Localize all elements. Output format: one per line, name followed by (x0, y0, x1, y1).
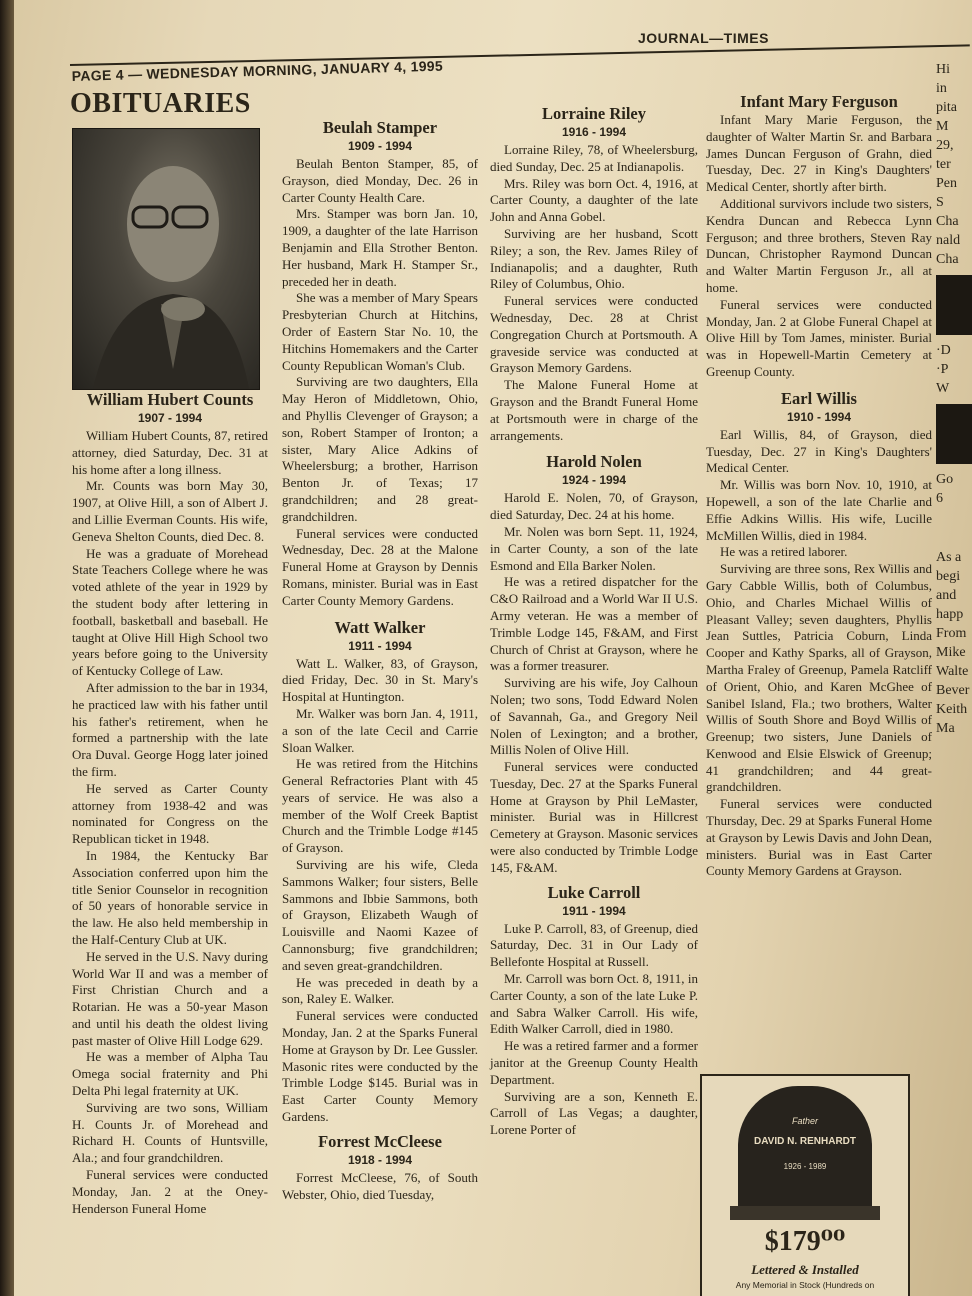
obituary-earl-willis (706, 389, 932, 881)
ad-headline: Lettered & Installed (751, 1262, 859, 1277)
strip-text: 6 (936, 491, 943, 506)
obituary-years: 1916 - 1994 (561, 125, 627, 139)
section-title: OBITUARIES (70, 88, 251, 119)
memorial-advertisement (700, 1074, 910, 1296)
strip-text: Cha (936, 252, 959, 267)
obituary-paragraph: Surviving are two sons, William H. Counts Jr. of Morehead and Richard H. Counts of Huntsville, Ala.; and four grandchildren. (72, 1099, 268, 1166)
strip-text: Go (936, 472, 954, 487)
obituary-william-hubert-counts (72, 390, 268, 1217)
strip-text: Walte (936, 664, 969, 679)
strip-text: ·P (936, 362, 949, 377)
obituary-paragraph: Watt L. Walker, 83, of Grayson, died Friday, Dec. 30 in St. Mary's Hospital at Huntington. (282, 655, 478, 705)
obituary-name: Forrest McCleese (318, 1131, 442, 1151)
obituary-paragraph: He was a retired laborer. (720, 544, 848, 560)
obituary-paragraph: He was retired from the Hitchins General Refractories Plant with 45 years of service. He was also a member of the Wolf Creek Baptist Church and the Trimble Lodge #145 of Grayson. (282, 756, 478, 856)
obituary-paragraph: She was a member of Mary Spears Presbyterian Church at Hitchins, Order of Eastern Star No. 10, the Hitchins Homemakers and the Carter County Republican Woman's Club. (282, 290, 478, 373)
obituary-years: 1910 - 1994 (786, 409, 852, 424)
obituary-paragraph: Funeral services were conducted Wednesday, Dec. 28 at the Malone Funeral Home at Grayson by Dennis Romans, minister. Burial was in East Carter County Memory Gardens. (282, 525, 478, 608)
obituary-paragraph: Surviving are his wife, Joy Calhoun Nolen; two sons, Todd Edward Nolen of Savannah, Ga., and Gregory Neil Nolen of Lexington; and a brother, Millis Nolen of Olive Hill. (490, 675, 698, 758)
obituary-paragraph: The Malone Funeral Home at Grayson and the Brandt Funeral Home at Portsmouth were in charge of the arrangements. (490, 377, 698, 443)
obituary-paragraph: Funeral services were conducted Monday, Jan. 2 at the Sparks Funeral Home at Grayson by Dr. Lee Gussler. Masonic rites were conducted by the Trimble Lodge $145. Burial was in East Carter County Memory Gardens. (282, 1008, 478, 1125)
obituary-paragraph: In 1984, the Kentucky Bar Association conferred upon him the title Senior Counselor in recognition of 50 years of honorable service in the law. He also held membership in the Half-Century Club at UK. (72, 847, 268, 947)
obituary-paragraph: Harold E. Nolen, 70, of Grayson, died Saturday, Dec. 24 at his home. (490, 490, 698, 523)
strip-text: From (936, 626, 967, 641)
obituary-paragraph: William Hubert Counts, 87, retired attorney, died Saturday, Dec. 31 at his home after a long illness. (72, 428, 268, 477)
strip-text: pita (936, 100, 957, 115)
strip-text: Hi (936, 62, 950, 77)
column-1 (72, 390, 268, 1217)
strip-text: Mike (936, 645, 966, 660)
obituary-beulah-stamper (282, 118, 478, 610)
obituary-name: William Hubert Counts (86, 390, 254, 409)
column-3 (490, 104, 698, 1139)
obituary-paragraph: Funeral services were conducted Wednesday, Dec. 28 at Christ Congregation Church at Portsmouth. A graveside service was conducted at Grayson Memory Gardens. (490, 293, 698, 376)
strip-text: Bever (936, 683, 970, 698)
obituary-paragraph: Lorraine Riley, 78, of Wheelersburg, died Sunday, Dec. 25 at Indianapolis. (490, 142, 698, 174)
strip-text: Ma (936, 721, 955, 736)
strip-dark-block (936, 404, 972, 464)
strip-text: 29, (936, 138, 954, 153)
obituary-name: Beulah Stamper (322, 118, 438, 137)
adjacent-page-strip (936, 60, 972, 1296)
obituary-paragraph: He was a member of Alpha Tau Omega social fraternity and Phi Delta Phi legal fraternity at UK. (72, 1049, 268, 1099)
obituary-name: Watt Walker (334, 617, 426, 637)
obituary-years: 1924 - 1994 (561, 473, 627, 488)
headstone-base (730, 1206, 880, 1220)
obituary-infant-mary-ferguson (706, 92, 932, 381)
page-header (72, 30, 962, 86)
strip-text: begi (936, 569, 961, 584)
obituary-paragraph: Surviving are her husband, Scott Riley; a son, the Rev. James Riley of Indianapolis; and a daughter, Ruth Riley of Columbus, Ohio. (490, 225, 698, 292)
obituary-paragraph: Surviving are his wife, Cleda Sammons Walker; four sisters, Belle Sammons and Ibbie Sammons, both of Grayson, Elizabeth Waugh of Louisville and Naomi Kazee of Cannonsburg; five grandchildren; and seven great-grandchildren. (282, 857, 478, 973)
obituary-forrest-mccleese (282, 1132, 478, 1204)
strip-text: Keith (936, 702, 968, 717)
obituary-years: 1911 - 1994 (348, 638, 412, 653)
obituary-years: 1909 - 1994 (347, 139, 413, 153)
page-date-line: PAGE 4 — WEDNESDAY MORNING, JANUARY 4, 1995 (71, 57, 444, 84)
obituary-paragraph: Funeral services were conducted Monday, Jan. 2 at the Oney-Henderson Funeral Home (72, 1167, 268, 1216)
strip-text: W (936, 381, 950, 396)
obituary-paragraph: Luke P. Carroll, 83, of Greenup, died Saturday, Dec. 31 in Our Lady of Bellefonte Hospital at Russell. (490, 920, 698, 970)
obituary-name: Infant Mary Ferguson (740, 92, 898, 111)
column-4 (706, 92, 932, 880)
obituary-paragraph: Funeral services were conducted Monday, Jan. 2 at Globe Funeral Chapel at Olive Hill by Tom James, minister. Burial was in Hopewell-Martin Cemetery at Greenup County. (706, 296, 932, 379)
strip-dark-block (936, 275, 972, 335)
portrait-photo (72, 128, 260, 390)
obituary-paragraph: He served in the U.S. Navy during World War II and was a member of First Christian Church and a Rotarian. He was a 50-year Mason and until his death the oldest living past master of Olive Hill Lodge 629. (72, 948, 268, 1048)
obituary-paragraph: He was a retired dispatcher for the C&O Railroad and a World War II U.S. Army veteran. He was a member of Trimble Lodge 145, F&AM, and First Church of Christ at Grayson, where he was a former treasurer. (490, 574, 698, 674)
headstone-top-text: Father (791, 1116, 818, 1126)
strip-text: nald (936, 233, 961, 248)
obituary-paragraph: Surviving are three sons, Rex Willis and Gary Cabble Willis, both of Columbus, Ohio, and Charles Michael Willis of Pleasant Valley; seven daughters, Phyllis Jean Suttles, Patricia Coburn, Linda Cooper and Kathy Sparks, all of Grayson, Martha Fraley of Greenup, Pamela Ratcliff of Orient, Ohio, and Karen McGhee of Sanibel Island, Fla.; two brothers, Walter Willis of South Shore and Boyd Willis of Greenup; two sisters, June Daniels of Kenwood and Elsie Elswick of Greenup; 41 grandchildren; and 44 great-grandchildren. (706, 561, 932, 795)
strip-text: happ (936, 607, 964, 622)
strip-text: and (936, 588, 957, 603)
obituary-years: 1911 - 1994 (562, 903, 626, 918)
obituary-paragraph: Mr. Willis was born Nov. 10, 1910, at Hopewell, a son of the late Charlie and Effie Adkins Willis. His wife, Lucille McMillen Willis, died in 1984. (706, 477, 932, 543)
obituary-harold-nolen (490, 452, 698, 876)
strip-text: M (936, 119, 949, 134)
obituary-name: Luke Carroll (547, 882, 641, 902)
headstone-image (738, 1086, 872, 1206)
paper-name: JOURNAL—TIMES (638, 30, 769, 46)
obituary-paragraph: Infant Mary Marie Ferguson, the daughter of Walter Martin Sr. and Barbara James Duncan Ferguson of Grahn, died Tuesday, Dec. 27 in King's Daughters' Medical Center, shortly after birth. (706, 112, 932, 195)
headstone-years: 1926 - 1989 (783, 1162, 827, 1171)
obituary-paragraph: Surviving are two daughters, Ella May Heron of Middletown, Ohio, and Phyllis Clevenger of Grayson; a son, Robert Stamper of Ironton; a sister, Mary Alice Adkins of Wheelersburg; a brother, Harrison Benton Jr. of Texas; 17 grandchildren; and 28 great-grandchildren. (282, 374, 478, 524)
obituary-paragraph: Surviving are a son, Kenneth E. Carroll of Las Vegas; a daughter, Lorene Porter of (490, 1088, 698, 1138)
obituary-lorraine-riley (490, 104, 698, 444)
ad-subtext: Any Memorial in Stock (Hundreds on (735, 1280, 875, 1290)
headstone-name: DAVID N. RENHARDT (753, 1136, 857, 1147)
strip-text: As a (936, 550, 962, 565)
obituary-paragraph: Mr. Counts was born May 30, 1907, at Olive Hill, a son of Albert J. and Lillie Everman Counts. His wife, Geneva Shelton Counts, died Dec. 8. (72, 478, 268, 544)
obituary-watt-walker (282, 618, 478, 1126)
portrait-silhouette-icon (73, 129, 259, 389)
obituary-paragraph: Funeral services were conducted Thursday, Dec. 29 at Sparks Funeral Home at Grayson by Lewis Davis and John Dean, ministers. Burial was in East Carter County Memory Gardens at Grayson. (706, 796, 932, 879)
obituary-paragraph: He served as Carter County attorney from 1938-42 and was nominated for Congress on the Republican ticket in 1948. (72, 780, 268, 847)
obituary-paragraph: He was a graduate of Morehead State Teachers College where he was voted athlete of the year in 1929 by the student body after lettering in football, basketball and baseball. He taught at Olive Hill High School two years before going to the University of Kentucky College of Law. (72, 545, 268, 679)
obituary-name: Harold Nolen (546, 452, 642, 472)
strip-text: S (936, 195, 944, 210)
strip-text: Pen (936, 176, 957, 191)
obituary-paragraph: Beulah Benton Stamper, 85, of Grayson, died Monday, Dec. 26 in Carter County Health Care. (282, 156, 478, 205)
ad-price: $179⁰⁰ (764, 1226, 846, 1257)
obituary-years: 1918 - 1994 (347, 1152, 413, 1167)
obituary-years: 1907 - 1994 (137, 411, 203, 425)
obituary-paragraph: Mrs. Stamper was born Jan. 10, 1909, a daughter of the late Harrison Benjamin and Ella Strother Benton. Her husband, Mark H. Stamper Sr., preceded her in death. (282, 206, 478, 289)
strip-text: in (936, 81, 947, 96)
page-edge-shadow (0, 0, 14, 1296)
obituary-luke-carroll (490, 883, 698, 1139)
obituary-paragraph: Mr. Nolen was born Sept. 11, 1924, in Carter County, a son of the late Esmond and Ella Barker Nolen. (490, 523, 698, 573)
obituary-name: Lorraine Riley (541, 104, 647, 123)
strip-text: ter (936, 157, 951, 172)
obituary-paragraph: Additional survivors include two sisters, Kendra Duncan and Rebecca Lynn Ferguson; and three brothers, Steven Ray Duncan, Christopher Raymond Duncan and Walter Martin Ferguson Jr., all at home. (706, 195, 932, 295)
column-2 (282, 118, 478, 1203)
obituary-paragraph: After admission to the bar in 1934, he practiced law with his father until his father's retirement, when he formed a partnership with the late Ora Duval. George Hogg later joined the firm. (72, 679, 268, 779)
obituary-paragraph: Mr. Carroll was born Oct. 8, 1911, in Carter County, a son of the late Luke P. and Sabra Walker Carroll. His wife, Edith Walker Carroll, died in 1980. (490, 971, 698, 1037)
obituary-paragraph: Forrest McCleese, 76, of South Webster, Ohio, died Tuesday, (282, 1169, 478, 1202)
strip-text: ·D (936, 343, 951, 358)
obituary-paragraph: He was a retired farmer and a former janitor at the Greenup County Health Department. (490, 1038, 698, 1087)
strip-text: Cha (936, 214, 959, 229)
obituary-paragraph: He was preceded in death by a son, Raley E. Walker. (282, 974, 478, 1007)
obituary-paragraph: Funeral services were conducted Tuesday, Dec. 27 at the Sparks Funeral Home at Grayson by Phil LeMaster, minister. Burial was in Hillcrest Cemetery at Grayson. Masonic services were also conducted by Trimble Lodge 145, F&AM. (490, 759, 698, 875)
obituary-name: Earl Willis (781, 388, 857, 408)
obituary-paragraph: Earl Willis, 84, of Grayson, died Tuesday, Dec. 27 in King's Daughters' Medical Center. (706, 426, 932, 476)
obituary-paragraph: Mr. Walker was born Jan. 4, 1911, a son of the late Cecil and Carrie Sloan Walker. (282, 705, 478, 755)
obituary-paragraph: Mrs. Riley was born Oct. 4, 1916, at Carter County, a daughter of the late John and Anna Gobel. (490, 175, 698, 225)
